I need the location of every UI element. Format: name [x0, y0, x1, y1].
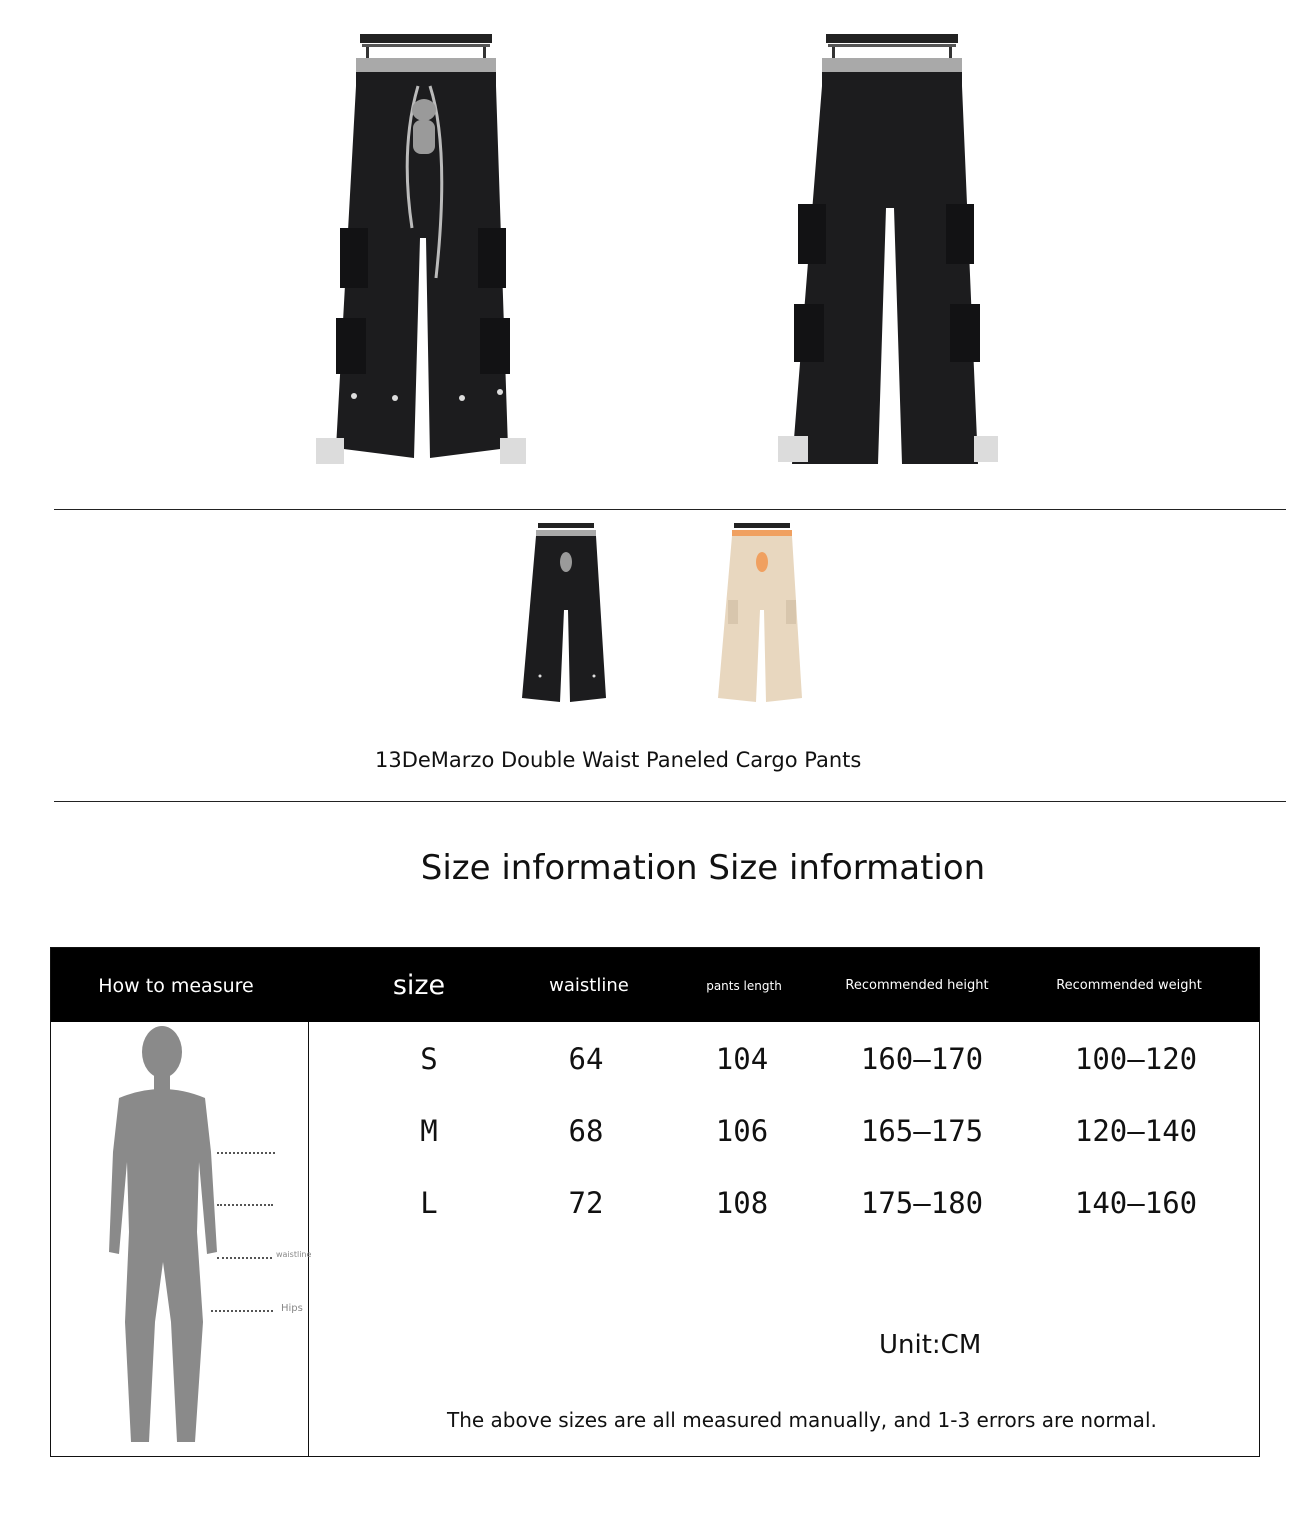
cell-size: M [420, 1114, 438, 1148]
divider [54, 509, 1286, 510]
cell-waistline: 68 [568, 1114, 604, 1148]
cell-size: S [420, 1042, 438, 1076]
hips-label: Hips [281, 1303, 303, 1314]
cell-pants-length: 106 [715, 1114, 769, 1148]
color-swatch-black[interactable] [510, 520, 620, 710]
cell-recommended-height: 160–170 [860, 1042, 984, 1076]
divider [54, 801, 1286, 802]
measure-line [217, 1204, 273, 1206]
unit-label: Unit:CM [879, 1330, 982, 1360]
measure-line [217, 1257, 272, 1259]
measure-line [217, 1152, 275, 1154]
header-size: size [392, 970, 446, 1001]
cell-recommended-weight: 140–160 [1074, 1186, 1198, 1220]
cell-recommended-height: 165–175 [860, 1114, 984, 1148]
header-recommended-weight: Recommended weight [1056, 978, 1202, 993]
header-pants-length: pants length [706, 979, 782, 993]
cell-waistline: 72 [568, 1186, 604, 1220]
cell-pants-length: 104 [715, 1042, 769, 1076]
table-header [51, 948, 1259, 1022]
measure-line [211, 1310, 273, 1312]
product-title: 13DeMarzo Double Waist Paneled Cargo Pants [375, 748, 862, 772]
cell-recommended-weight: 120–140 [1074, 1114, 1198, 1148]
measurement-note: The above sizes are all measured manually, and 1-3 errors are normal. [447, 1408, 1157, 1432]
how-to-measure-panel [51, 1022, 312, 1456]
header-waistline: waistline [549, 975, 629, 996]
header-how-to-measure: How to measure [98, 975, 254, 997]
section-title: Size information Size information [420, 848, 986, 888]
cell-recommended-weight: 100–120 [1074, 1042, 1198, 1076]
pants-front-image [300, 28, 540, 473]
color-swatch-apricot[interactable] [706, 520, 816, 710]
cell-recommended-height: 175–180 [860, 1186, 984, 1220]
body-silhouette-figure [99, 1022, 229, 1452]
cell-waistline: 64 [568, 1042, 604, 1076]
pants-back-image [766, 28, 1006, 473]
cell-pants-length: 108 [715, 1186, 769, 1220]
size-table [50, 947, 1260, 1457]
header-recommended-height: Recommended height [845, 978, 989, 993]
waistline-label: waistline [276, 1250, 312, 1259]
cell-size: L [420, 1186, 438, 1220]
